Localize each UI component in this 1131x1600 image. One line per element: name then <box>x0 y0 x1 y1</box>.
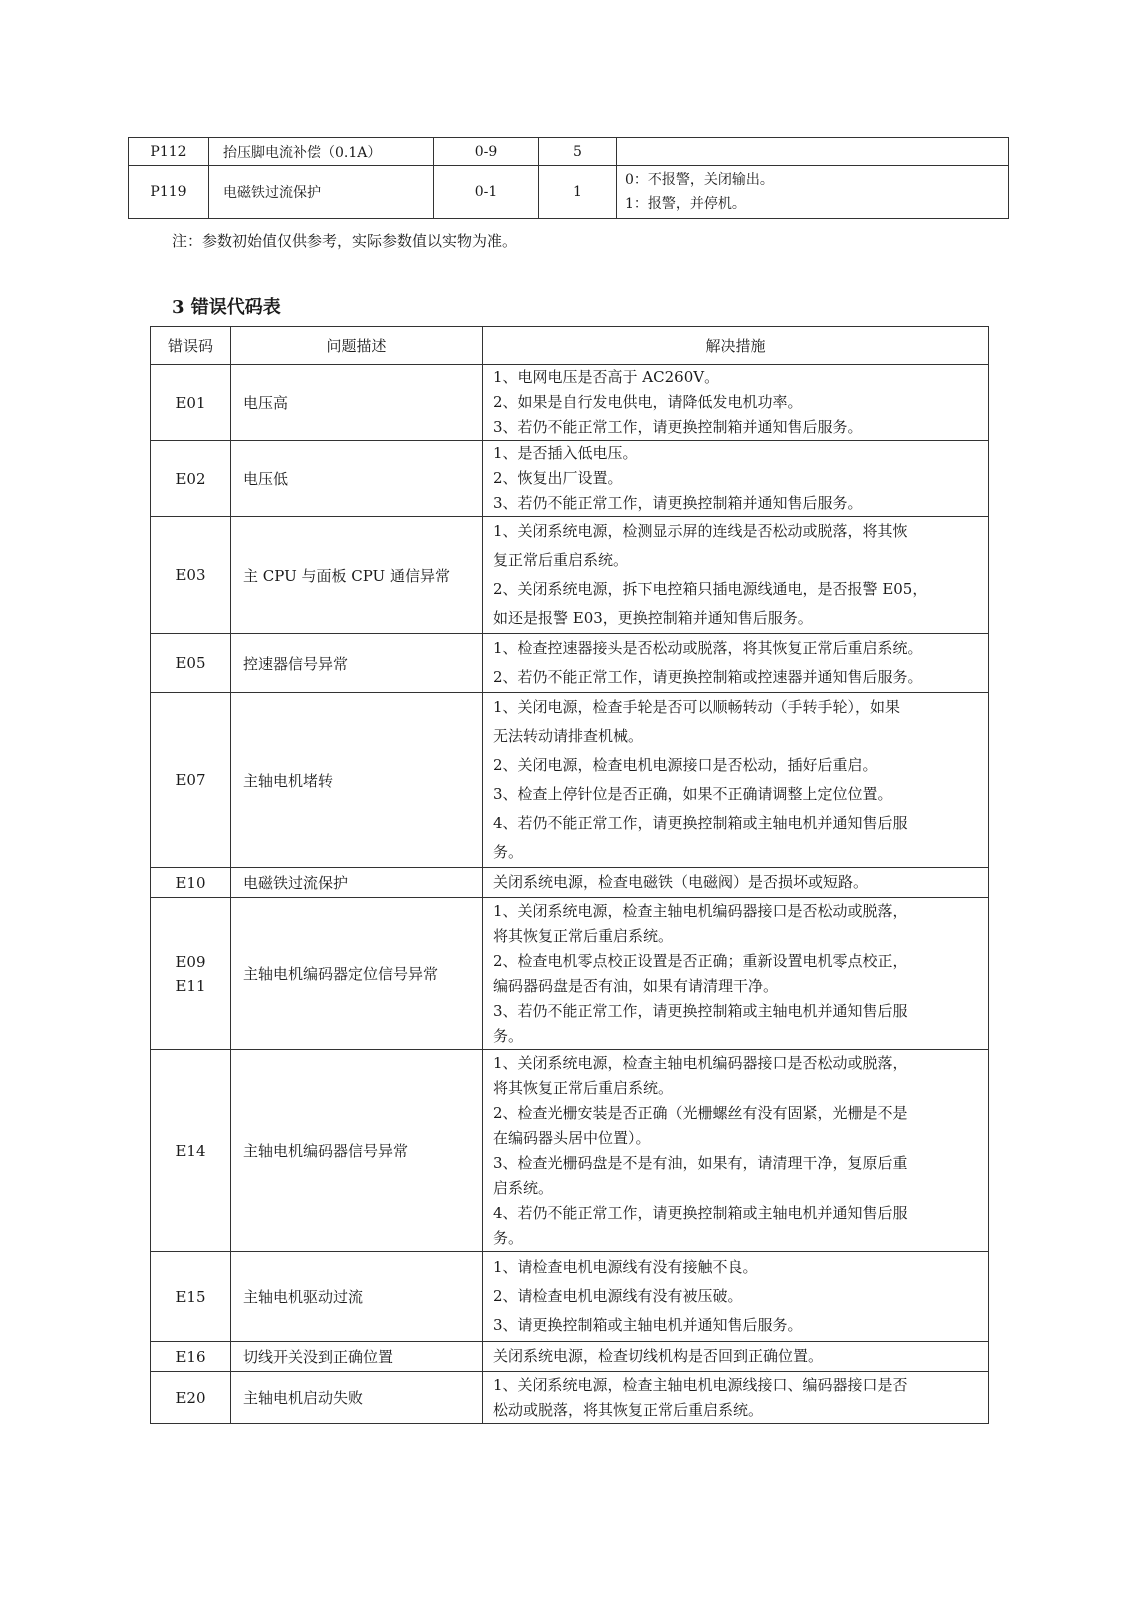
solution-line: 3、若仍不能正常工作，请更换控制箱并通知售后服务。 <box>493 418 863 436</box>
problem-description: 电压高 <box>231 365 483 441</box>
solution-line: 2、关闭系统电源，拆下电控箱只插电源线通电，是否报警 E05， <box>493 580 928 598</box>
error-code-cell <box>151 898 231 1050</box>
solution-line: 务。 <box>493 843 524 861</box>
solution-cell <box>483 365 989 441</box>
solution-cell <box>483 517 989 634</box>
error-row <box>151 898 989 1050</box>
solution-line: 1、是否插入低电压。 <box>493 444 638 462</box>
error-code-cell <box>151 1372 231 1424</box>
solution-line: 2、检查电机零点校正设置是否正确；重新设置电机零点校正， <box>493 951 908 970</box>
error-code-cell <box>151 1050 231 1252</box>
solution-line: 1、关闭系统电源，检测显示屏的连线是否松动或脱落，将其恢 <box>493 522 908 540</box>
param-range: 0-1 <box>434 166 539 219</box>
solution-line: 2、如果是自行发电供电，请降低发电机功率。 <box>493 393 803 411</box>
solution-line: 3、检查光栅码盘是不是有油，如果有，请清理干净，复原后重 <box>493 1153 908 1172</box>
param-description-line: 0：不报警，关闭输出。 <box>625 172 774 188</box>
param-default: 1 <box>539 166 617 219</box>
solution-line: 1、电网电压是否高于 AC260V。 <box>493 368 720 386</box>
solution-line: 4、若仍不能正常工作，请更换控制箱或主轴电机并通知售后服 <box>493 1203 908 1222</box>
problem-description: 主轴电机编码器定位信号异常 <box>231 898 483 1050</box>
solution-line: 3、请更换控制箱或主轴电机并通知售后服务。 <box>493 1316 803 1334</box>
param-code: P112 <box>129 138 209 166</box>
param-row-p119 <box>129 166 1009 219</box>
error-code: E05 <box>175 654 206 672</box>
solution-line: 2、关闭电源，检查电机电源接口是否松动，插好后重启。 <box>493 756 878 774</box>
error-code: E07 <box>175 771 206 789</box>
param-name: 电磁铁过流保护 <box>209 166 434 219</box>
error-code: E14 <box>175 1141 206 1160</box>
problem-description: 电压低 <box>231 441 483 517</box>
param-description <box>617 138 1009 166</box>
error-table-header <box>151 327 989 365</box>
error-row <box>151 1342 989 1372</box>
solution-line: 松动或脱落，将其恢复正常后重启系统。 <box>493 1400 764 1419</box>
error-code-cell <box>151 1342 231 1372</box>
parameter-table <box>128 137 1009 219</box>
solution-line: 无法转动请排查机械。 <box>493 727 644 745</box>
problem-description: 主 CPU 与面板 CPU 通信异常 <box>231 517 483 634</box>
error-code-cell <box>151 693 231 868</box>
solution-cell <box>483 634 989 693</box>
solution-line: 务。 <box>493 1228 524 1247</box>
section-title: 3 错误代码表 <box>172 297 281 318</box>
solution-line: 1、检查控速器接头是否松动或脱落，将其恢复正常后重启系统。 <box>493 639 923 657</box>
solution-line: 将其恢复正常后重启系统。 <box>493 926 674 945</box>
solution-line: 4、若仍不能正常工作，请更换控制箱或主轴电机并通知售后服 <box>493 814 908 832</box>
solution-line: 1、请检查电机电源线有没有接触不良。 <box>493 1258 758 1276</box>
solution-line: 在编码器头居中位置）。 <box>493 1128 651 1147</box>
error-row <box>151 868 989 898</box>
param-code: P119 <box>129 166 209 219</box>
problem-description: 主轴电机堵转 <box>231 693 483 868</box>
error-code-cell <box>151 517 231 634</box>
solution-line: 1、关闭系统电源，检查主轴电机编码器接口是否松动或脱落， <box>493 1053 908 1072</box>
problem-description: 控速器信号异常 <box>231 634 483 693</box>
error-code-cell <box>151 868 231 898</box>
solution-cell <box>483 898 989 1050</box>
solution-line: 将其恢复正常后重启系统。 <box>493 1078 674 1097</box>
param-range: 0-9 <box>434 138 539 166</box>
solution-line: 3、若仍不能正常工作，请更换控制箱或主轴电机并通知售后服 <box>493 1001 908 1020</box>
error-code: E03 <box>175 566 206 584</box>
error-row <box>151 441 989 517</box>
column-header-solution: 解决措施 <box>483 327 989 365</box>
solution-line: 2、恢复出厂设置。 <box>493 469 623 487</box>
error-row <box>151 634 989 693</box>
solution-line: 2、请检查电机电源线有没有被压破。 <box>493 1287 743 1305</box>
solution-line: 2、若仍不能正常工作，请更换控制箱或控速器并通知售后服务。 <box>493 668 923 686</box>
error-code: E09 <box>175 952 206 971</box>
solution-line: 3、若仍不能正常工作，请更换控制箱并通知售后服务。 <box>493 494 863 512</box>
solution-line: 2、检查光栅安装是否正确（光栅螺丝有没有固紧，光栅是不是 <box>493 1103 908 1122</box>
solution-line: 编码器码盘是否有油，如果有请清理干净。 <box>493 976 779 995</box>
solution-line: 1、关闭系统电源，检查主轴电机编码器接口是否松动或脱落， <box>493 901 908 920</box>
param-name: 抬压脚电流补偿（0.1A） <box>209 138 434 166</box>
param-description <box>617 166 1009 219</box>
solution-line: 启系统。 <box>493 1178 554 1197</box>
problem-description: 主轴电机启动失败 <box>231 1372 483 1424</box>
error-row <box>151 1372 989 1424</box>
solution-line: 务。 <box>493 1026 524 1045</box>
solution-line: 1、关闭系统电源，检查主轴电机电源线接口、编码器接口是否 <box>493 1375 908 1394</box>
problem-description: 切线开关没到正确位置 <box>231 1342 483 1372</box>
error-code-cell <box>151 1252 231 1342</box>
problem-description: 主轴电机驱动过流 <box>231 1252 483 1342</box>
param-default: 5 <box>539 138 617 166</box>
error-code: E10 <box>175 873 206 892</box>
problem-description: 主轴电机编码器信号异常 <box>231 1050 483 1252</box>
column-header-code: 错误码 <box>151 327 231 365</box>
error-code-cell <box>151 441 231 517</box>
solution-line: 如还是报警 E03，更换控制箱并通知售后服务。 <box>493 609 813 627</box>
error-row <box>151 517 989 634</box>
error-code: E20 <box>175 1388 206 1407</box>
solution-line: 关闭系统电源，检查电磁铁（电磁阀）是否损坏或短路。 <box>493 873 869 891</box>
param-description-line: 1：报警，并停机。 <box>625 196 746 212</box>
error-row <box>151 1252 989 1342</box>
error-code-cell <box>151 634 231 693</box>
param-row-p112 <box>129 138 1009 166</box>
solution-line: 复正常后重启系统。 <box>493 551 629 569</box>
solution-cell <box>483 1050 989 1252</box>
error-row <box>151 1050 989 1252</box>
error-row <box>151 693 989 868</box>
solution-line: 关闭系统电源，检查切线机构是否回到正确位置。 <box>493 1347 824 1365</box>
error-code: E15 <box>175 1287 206 1306</box>
parameter-note: 注：参数初始值仅供参考，实际参数值以实物为准。 <box>172 232 518 250</box>
solution-cell <box>483 1372 989 1424</box>
problem-description: 电磁铁过流保护 <box>231 868 483 898</box>
solution-line: 1、关闭电源，检查手轮是否可以顺畅转动（手转手轮），如果 <box>493 698 901 716</box>
error-code: E16 <box>175 1347 206 1366</box>
error-code: E01 <box>175 393 206 412</box>
solution-cell <box>483 1252 989 1342</box>
error-row <box>151 365 989 441</box>
solution-cell <box>483 441 989 517</box>
error-code: E02 <box>175 469 206 488</box>
solution-cell <box>483 868 989 898</box>
error-code-table <box>150 326 989 1424</box>
error-code: E11 <box>175 976 206 995</box>
solution-cell <box>483 1342 989 1372</box>
solution-line: 3、检查上停针位是否正确，如果不正确请调整上定位位置。 <box>493 785 893 803</box>
solution-cell <box>483 693 989 868</box>
error-code-cell <box>151 365 231 441</box>
column-header-problem: 问题描述 <box>231 327 483 365</box>
